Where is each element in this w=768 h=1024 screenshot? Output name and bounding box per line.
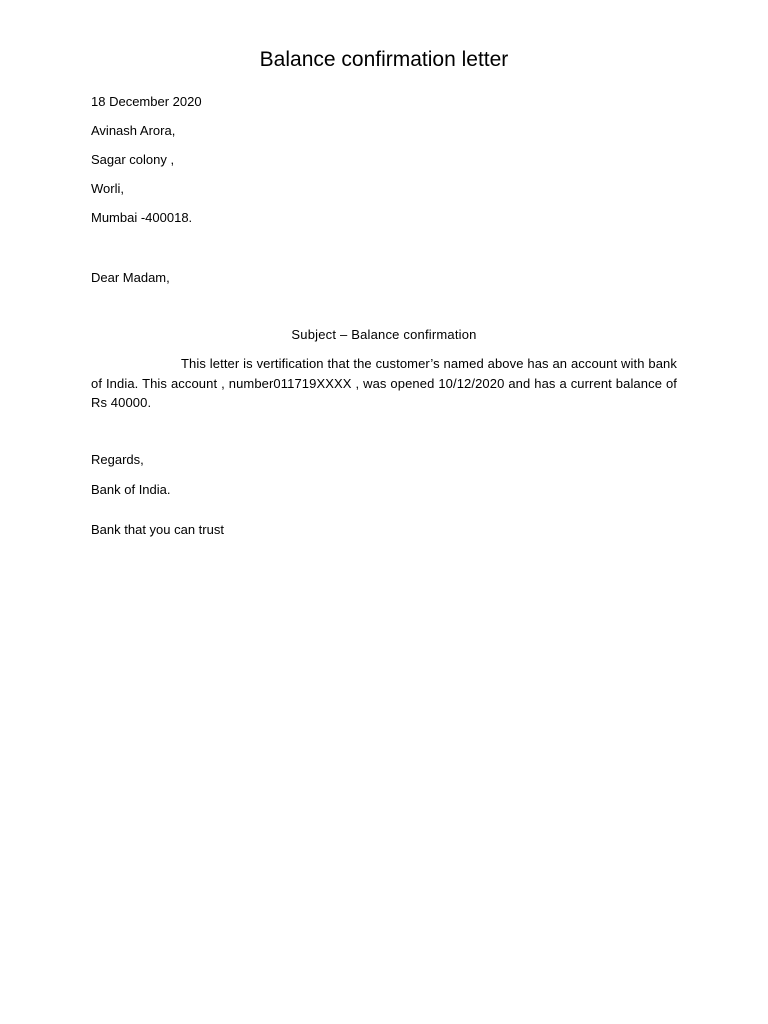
closing: Regards,	[91, 452, 144, 467]
address-line-2: Worli,	[91, 181, 124, 196]
document-title: Balance confirmation letter	[259, 48, 509, 71]
salutation: Dear Madam,	[91, 270, 170, 285]
address-line-3: Mumbai -400018.	[91, 210, 193, 225]
address-line-1: Sagar colony ,	[91, 152, 175, 167]
recipient-name: Avinash Arora,	[91, 123, 176, 138]
subject-line: Subject – Balance confirmation	[291, 327, 477, 342]
body-paragraph	[91, 354, 677, 413]
tagline: Bank that you can trust	[91, 522, 224, 537]
body-text: This letter is vertification that the customer’s named above has an account with bank of India. This account , number011719XXXX , was opened 10/12/2020 and has a current balance of Rs 40000.	[91, 356, 677, 410]
signature: Bank of India.	[91, 482, 171, 497]
letter-date: 18 December 2020	[91, 94, 202, 109]
